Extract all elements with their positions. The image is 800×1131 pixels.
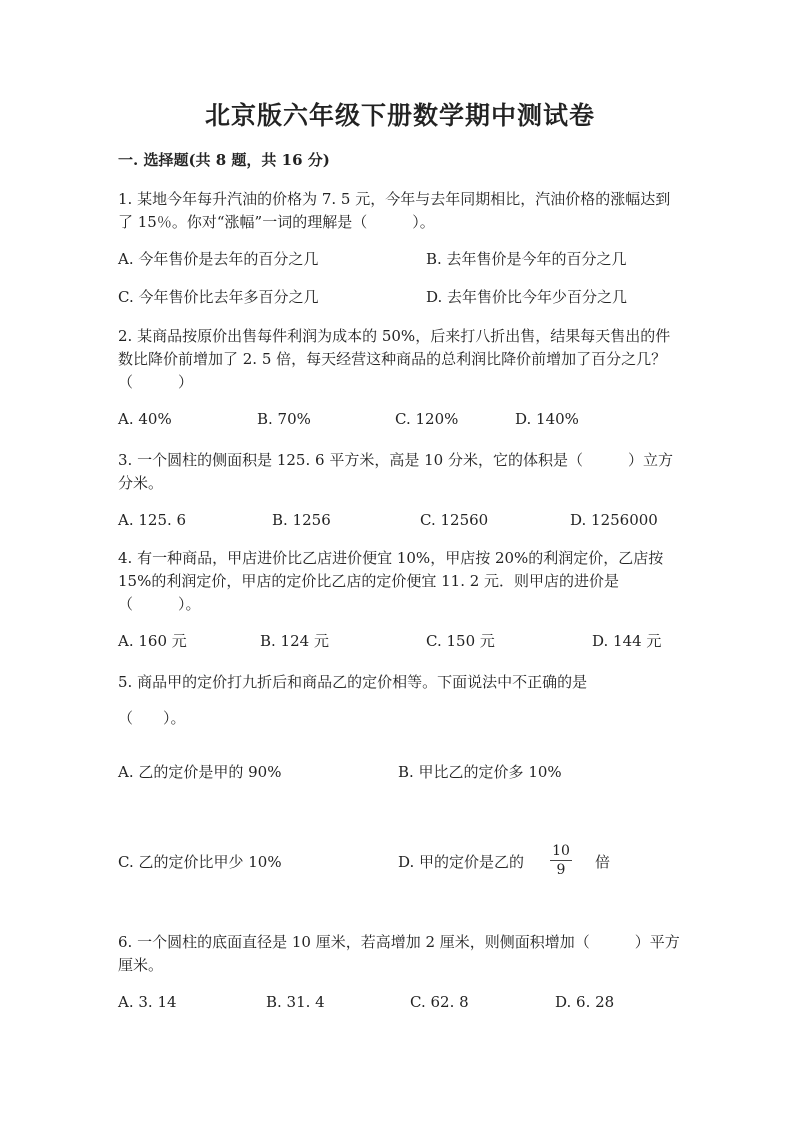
question-1: 1. 某地今年每升汽油的价格为 7. 5 元，今年与去年同期相比，汽油价格的涨幅达到了 15％。你对“涨幅”一词的理解是（ ）。 xyxy=(118,190,671,231)
q2-option-c: C. 120% xyxy=(395,410,459,428)
q1-option-b: B. 去年售价是今年的百分之几 xyxy=(426,250,627,268)
question-4: 4. 有一种商品，甲店进价比乙店进价便宜 10%，甲店按 20%的利润定价，乙店按 15%的利润定价，甲店的定价比乙店的定价便宜 11. 2 元．则甲店的进价是（ ）。 xyxy=(118,549,664,613)
q6-option-d: D. 6. 28 xyxy=(555,993,615,1011)
q1-option-d: D. 去年售价比今年少百分之几 xyxy=(426,288,628,306)
fraction-numerator: 10 xyxy=(552,843,570,859)
q1-option-c: C. 今年售价比去年多百分之几 xyxy=(118,288,319,306)
question-5-blank: （ ）。 xyxy=(118,709,186,727)
q4-option-d: D. 144 元 xyxy=(592,632,662,650)
fraction-ten-ninths xyxy=(550,843,572,878)
q4-option-c: C. 150 元 xyxy=(426,632,495,650)
q2-option-b: B. 70% xyxy=(257,410,311,428)
q6-option-c: C. 62. 8 xyxy=(410,993,469,1011)
q5-option-b: B. 甲比乙的定价多 10% xyxy=(398,763,562,781)
question-3: 3. 一个圆柱的侧面积是 125. 6 平方米，高是 10 分米，它的体积是（ ）立方分米。 xyxy=(118,451,673,492)
q6-option-a: A. 3. 14 xyxy=(118,993,177,1011)
q4-option-a: A. 160 元 xyxy=(118,632,187,650)
fraction-suffix: 倍 xyxy=(595,853,611,871)
q3-option-a: A. 125. 6 xyxy=(118,511,187,529)
page-title: 北京版六年级下册数学期中测试卷 xyxy=(204,101,595,130)
q3-option-b: B. 1256 xyxy=(272,511,331,529)
q2-option-a: A. 40% xyxy=(118,410,172,428)
q5-option-a: A. 乙的定价是甲的 90% xyxy=(118,763,282,781)
section-heading: 一. 选择题(共 8 题，共 16 分) xyxy=(118,151,330,169)
q3-option-d: D. 1256000 xyxy=(570,511,658,529)
question-6: 6. 一个圆柱的底面直径是 10 厘米，若高增加 2 厘米，则侧面积增加（ ）平方厘米。 xyxy=(118,933,680,974)
q6-option-b: B. 31. 4 xyxy=(266,993,325,1011)
fraction-denominator: 9 xyxy=(556,862,566,878)
q2-option-d: D. 140% xyxy=(515,410,579,428)
question-2: 2. 某商品按原价出售每件利润为成本的 50%，后来打八折出售，结果每天售出的件数比降价前增加了 2. 5 倍，每天经营这种商品的总利润比降价前增加了百分之几？（ ） xyxy=(118,327,671,391)
q5-option-c: C. 乙的定价比甲少 10% xyxy=(118,853,282,871)
fraction-bar xyxy=(550,860,572,861)
q1-option-a: A. 今年售价是去年的百分之几 xyxy=(118,250,319,268)
q3-option-c: C. 12560 xyxy=(420,511,489,529)
q4-option-b: B. 124 元 xyxy=(260,632,329,650)
q5-option-d: D. 甲的定价是乙的 xyxy=(398,853,525,871)
question-5: 5. 商品甲的定价打九折后和商品乙的定价相等。下面说法中不正确的是 xyxy=(118,673,588,691)
